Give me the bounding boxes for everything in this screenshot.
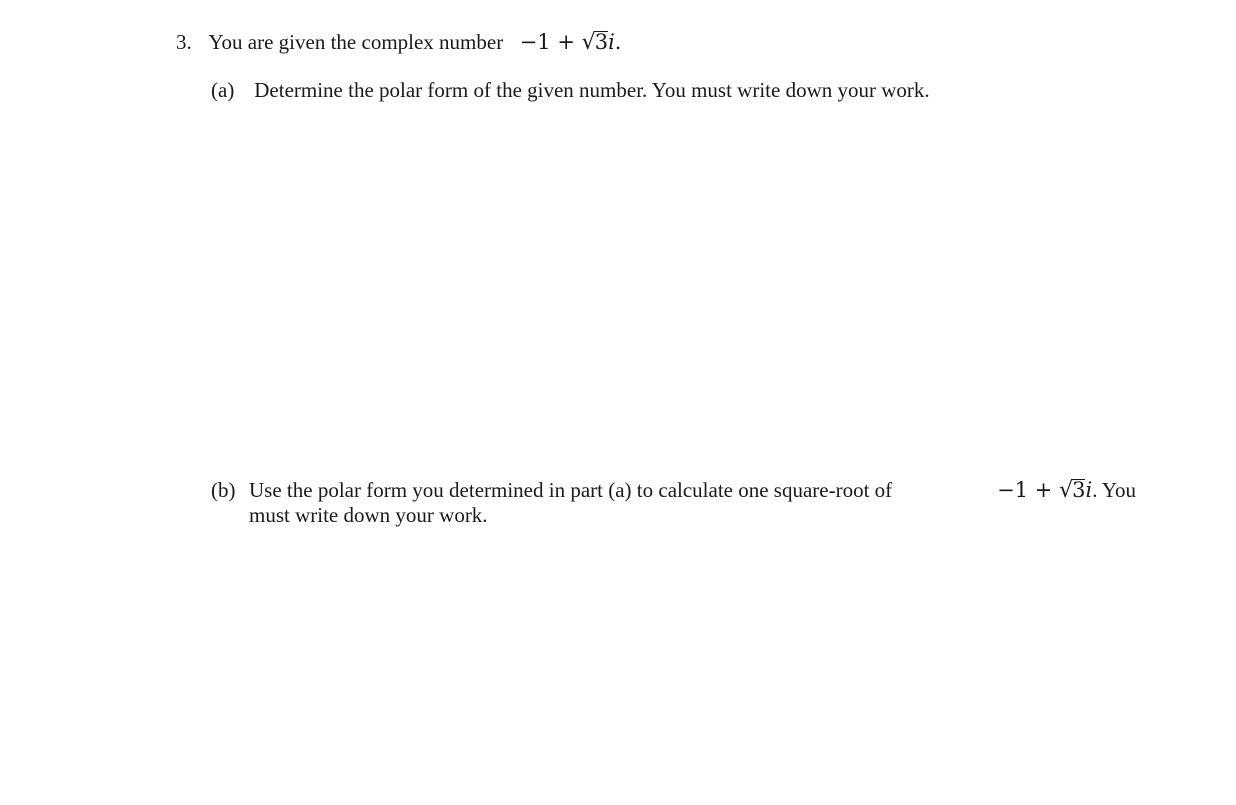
part-b-line1 — [211, 478, 1136, 503]
expr-end: . — [614, 30, 622, 54]
imaginary-unit-b: i — [1085, 478, 1093, 502]
radical-sign: √ — [581, 30, 596, 55]
radical-sign-b: √ — [1059, 478, 1074, 503]
problem-line — [176, 30, 1176, 55]
part-a-text: Determine the polar form of the given number. You must write down your work. — [254, 78, 930, 102]
part-b-expression — [997, 478, 1092, 502]
radicand-b: 3 — [1072, 478, 1086, 502]
problem-statement — [176, 30, 1176, 55]
problem-number: 3. — [176, 30, 192, 54]
expr-minus-one: −1 — [519, 30, 551, 54]
part-b-line2: must write down your work. — [249, 503, 488, 527]
expr-plus: + — [557, 30, 575, 54]
imaginary-unit: i — [608, 30, 615, 54]
part-a — [211, 78, 1171, 103]
complex-number-expression — [520, 30, 622, 54]
radicand: 3 — [594, 30, 609, 54]
part-a-label: (a) — [211, 78, 235, 102]
part-b-text-after: . You — [1092, 478, 1136, 502]
expr-minus-one-b: −1 — [997, 478, 1029, 502]
problem-intro: You are given the complex number — [208, 30, 504, 54]
expr-plus-b: + — [1034, 478, 1053, 502]
part-b — [211, 478, 1136, 528]
part-b-text-before: Use the polar form you determined in part (a) to calculate one square-root of — [249, 478, 893, 502]
part-b-label: (b) — [211, 478, 236, 502]
sqrt-three-b — [1059, 478, 1085, 503]
sqrt-three — [582, 30, 608, 55]
